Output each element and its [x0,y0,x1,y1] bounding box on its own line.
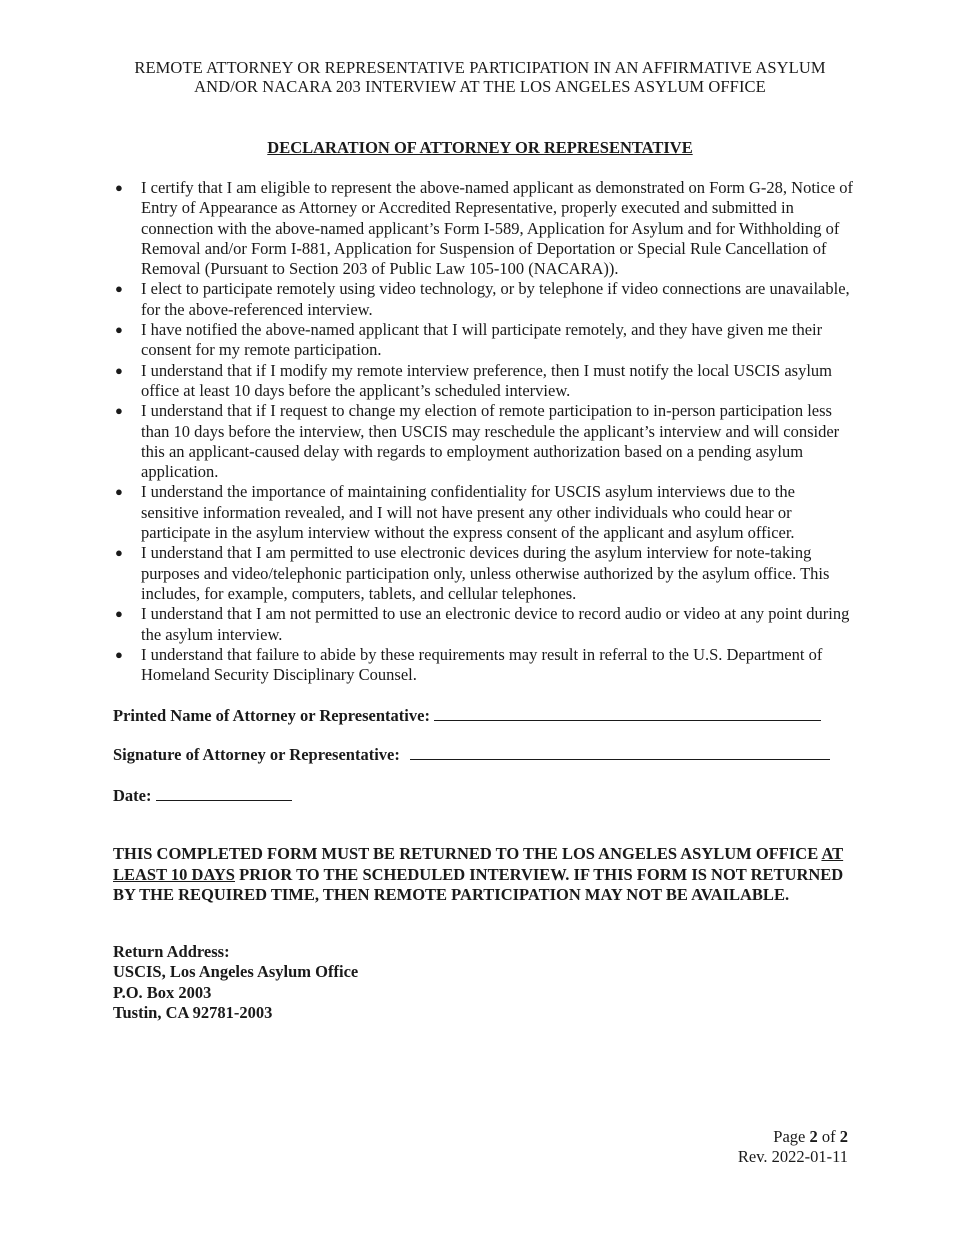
address-line: USCIS, Los Angeles Asylum Office [113,962,359,982]
bullet-icon: ● [115,646,123,662]
list-item-text: I have notified the above-named applicant that I will participate remotely, and they have given me their consent for my remote participation. [141,320,823,360]
address-line: P.O. Box 2003 [113,982,212,1002]
list-item-text: I certify that I am eligible to represent the above-named applicant as demonstrated on Form G-28, Notice of Entry of Appearance as Attorney or Accredited Representative, properly executed and submitted in connection with the above-named applicant’s Form I-589, Application for Asylum and for Withholding of Removal and/or Form I-881, Application for Suspension of Deportation or Special Rule Cancellation of Removal (Pursuant to Section 203 of Public Law 105-100 (NACARA)). [141,178,854,279]
list-item-text: I understand that if I modify my remote interview preference, then I must notify the local USCIS asylum office at least 10 days before the applicant’s scheduled interview. [141,360,832,400]
page-current: 2 [809,1127,818,1146]
declaration-title: DECLARATION OF ATTORNEY OR REPRESENTATIVE [267,138,693,157]
list-item [115,401,855,482]
signature-label: Signature of Attorney or Representative: [113,745,400,764]
page-footer [738,1127,848,1167]
signature-row [113,744,830,765]
list-item [115,604,855,645]
list-item [115,178,855,279]
page-of: of [817,1127,840,1146]
bullet-icon: ● [115,180,123,195]
list-item-text: I understand that I am permitted to use electronic devices during the asylum interview for note-taking purposes and video/telephonic participation only, unless otherwise authorized by the asylum office. This includes, for example, computers, tablets, and cellular telephones. [141,543,830,603]
bullet-icon: ● [115,545,123,561]
list-item [115,645,855,686]
return-notice [113,844,848,906]
date-field[interactable] [156,785,292,801]
page-number [738,1127,848,1147]
printed-name-row [113,705,821,726]
notice-emphasis: AT LEAST 10 DAYS [113,844,844,884]
bullet-icon: ● [115,362,123,378]
list-item [115,482,855,543]
revision-date: Rev. 2022-01-11 [737,1147,848,1166]
list-item-text: I understand that failure to abide by these requirements may result in referral to the U.S. Department of Homeland Security Disciplinary Counsel. [141,644,823,685]
header-line-1: REMOTE ATTORNEY OR REPRESENTATIVE PARTICIPATION IN AN AFFIRMATIVE ASYLUM [134,58,826,77]
list-item [115,361,855,402]
list-item-text: I understand that if I request to change my election of remote participation to in-person participation less than 10 days before the interview, then USCIS may reschedule the applicant’s interview and will consider this an applicant-caused delay with regards to employment authorization based on a pending asylum application. [141,401,840,482]
list-item-text: I understand that I am not permitted to use an electronic device to record audio or video at any point during the asylum interview. [141,604,850,644]
bullet-icon: ● [115,606,123,622]
signature-field[interactable] [410,744,830,760]
notice-text-part2: PRIOR TO THE SCHEDULED INTERVIEW. IF THIS FORM IS NOT RETURNED BY THE REQUIRED TIME, THEN REMOTE PARTICIPATION MAY NOT BE AVAILABLE. [113,864,844,904]
list-item [115,543,855,604]
printed-name-label: Printed Name of Attorney or Representative: [113,706,430,725]
address-line: Tustin, CA 92781-2003 [113,1002,273,1022]
return-address [113,942,358,1023]
notice-text-part1: THIS COMPLETED FORM MUST BE RETURNED TO THE LOS ANGELES ASYLUM OFFICE [113,844,822,863]
page-total: 2 [839,1127,848,1146]
page-prefix: Page [773,1127,810,1146]
document-header [0,58,960,96]
bullet-icon: ● [115,484,123,500]
return-address-label: Return Address: [113,942,230,961]
list-item-text: I elect to participate remotely using video technology, or by telephone if video connections are unavailable, for the above-referenced interview. [141,279,850,319]
bullet-icon: ● [115,281,123,297]
date-row [113,785,292,806]
bullet-icon: ● [115,322,123,338]
date-label: Date: [113,786,152,805]
declaration-bullet-list [115,178,855,685]
bullet-icon: ● [115,403,123,419]
printed-name-field[interactable] [434,705,821,721]
list-item-text: I understand the importance of maintaining confidentiality for USCIS asylum interviews due to the sensitive information revealed, and I will not have present any other individuals who could hear or participate in the asylum interview without the express consent of the applicant and asylum officer. [141,482,795,543]
list-item [115,320,855,361]
header-line-2: AND/OR NACARA 203 INTERVIEW AT THE LOS ANGELES ASYLUM OFFICE [194,77,766,96]
list-item [115,279,855,320]
